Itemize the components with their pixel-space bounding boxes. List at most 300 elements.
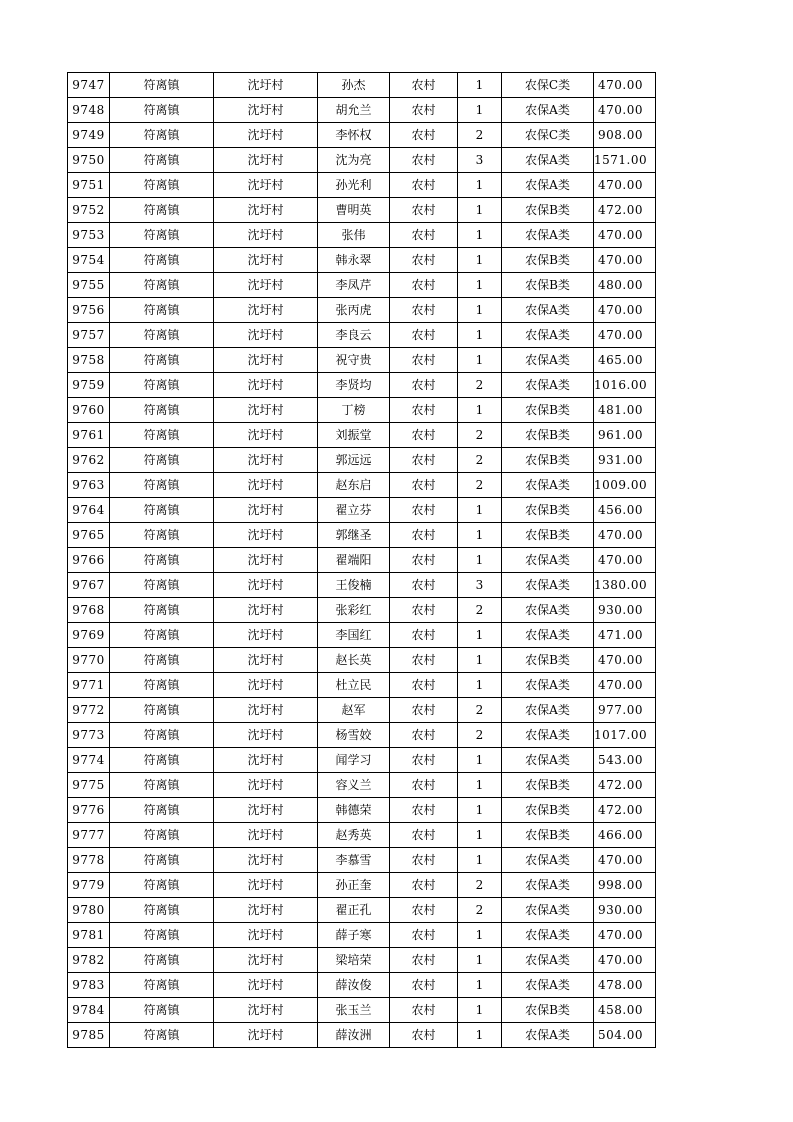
table-row	[68, 1023, 656, 1048]
table-row	[68, 73, 656, 98]
name-cell: 李凤芹	[318, 273, 390, 298]
serial-cell: 9750	[68, 148, 110, 173]
household-type-cell: 农村	[390, 923, 458, 948]
category-cell: 农保A类	[502, 698, 594, 723]
town-cell: 符离镇	[110, 823, 214, 848]
household-type-cell: 农村	[390, 398, 458, 423]
household-type-cell: 农村	[390, 873, 458, 898]
name-cell: 李怀权	[318, 123, 390, 148]
amount-cell: 504.00	[594, 1023, 656, 1048]
amount-cell: 470.00	[594, 323, 656, 348]
table-row	[68, 723, 656, 748]
category-cell: 农保A类	[502, 548, 594, 573]
serial-cell: 9779	[68, 873, 110, 898]
household-type-cell: 农村	[390, 998, 458, 1023]
village-cell: 沈圩村	[214, 798, 318, 823]
amount-cell: 470.00	[594, 248, 656, 273]
family-size-cell: 1	[458, 923, 502, 948]
serial-cell: 9764	[68, 498, 110, 523]
serial-cell: 9747	[68, 73, 110, 98]
serial-cell: 9769	[68, 623, 110, 648]
family-size-cell: 1	[458, 623, 502, 648]
category-cell: 农保C类	[502, 73, 594, 98]
category-cell: 农保A类	[502, 173, 594, 198]
serial-cell: 9784	[68, 998, 110, 1023]
name-cell: 刘振堂	[318, 423, 390, 448]
village-cell: 沈圩村	[214, 323, 318, 348]
village-cell: 沈圩村	[214, 273, 318, 298]
table-row	[68, 423, 656, 448]
household-type-cell: 农村	[390, 723, 458, 748]
serial-cell: 9762	[68, 448, 110, 473]
family-size-cell: 3	[458, 148, 502, 173]
table-row	[68, 773, 656, 798]
household-type-cell: 农村	[390, 523, 458, 548]
table-row	[68, 148, 656, 173]
village-cell: 沈圩村	[214, 823, 318, 848]
category-cell: 农保B类	[502, 798, 594, 823]
name-cell: 李慕雪	[318, 848, 390, 873]
town-cell: 符离镇	[110, 173, 214, 198]
village-cell: 沈圩村	[214, 923, 318, 948]
amount-cell: 470.00	[594, 948, 656, 973]
category-cell: 农保A类	[502, 673, 594, 698]
town-cell: 符离镇	[110, 98, 214, 123]
household-type-cell: 农村	[390, 248, 458, 273]
name-cell: 孙杰	[318, 73, 390, 98]
category-cell: 农保A类	[502, 898, 594, 923]
table-row	[68, 898, 656, 923]
family-size-cell: 2	[458, 898, 502, 923]
table-body	[68, 73, 656, 1048]
village-cell: 沈圩村	[214, 123, 318, 148]
table-row	[68, 348, 656, 373]
village-cell: 沈圩村	[214, 573, 318, 598]
family-size-cell: 1	[458, 798, 502, 823]
household-type-cell: 农村	[390, 973, 458, 998]
serial-cell: 9776	[68, 798, 110, 823]
household-type-cell: 农村	[390, 473, 458, 498]
category-cell: 农保A类	[502, 223, 594, 248]
household-type-cell: 农村	[390, 798, 458, 823]
household-type-cell: 农村	[390, 773, 458, 798]
category-cell: 农保A类	[502, 98, 594, 123]
household-type-cell: 农村	[390, 273, 458, 298]
village-cell: 沈圩村	[214, 898, 318, 923]
name-cell: 张丙虎	[318, 298, 390, 323]
town-cell: 符离镇	[110, 898, 214, 923]
name-cell: 丁榜	[318, 398, 390, 423]
village-cell: 沈圩村	[214, 73, 318, 98]
family-size-cell: 1	[458, 748, 502, 773]
family-size-cell: 2	[458, 373, 502, 398]
name-cell: 翟端阳	[318, 548, 390, 573]
town-cell: 符离镇	[110, 298, 214, 323]
family-size-cell: 1	[458, 273, 502, 298]
family-size-cell: 2	[458, 473, 502, 498]
amount-cell: 471.00	[594, 623, 656, 648]
table-row	[68, 298, 656, 323]
village-cell: 沈圩村	[214, 473, 318, 498]
amount-cell: 977.00	[594, 698, 656, 723]
table-row	[68, 173, 656, 198]
family-size-cell: 1	[458, 548, 502, 573]
name-cell: 薛子寒	[318, 923, 390, 948]
table-row	[68, 398, 656, 423]
town-cell: 符离镇	[110, 998, 214, 1023]
category-cell: 农保B类	[502, 773, 594, 798]
family-size-cell: 2	[458, 698, 502, 723]
name-cell: 薛汝洲	[318, 1023, 390, 1048]
name-cell: 赵秀英	[318, 823, 390, 848]
name-cell: 王俊楠	[318, 573, 390, 598]
village-cell: 沈圩村	[214, 748, 318, 773]
town-cell: 符离镇	[110, 123, 214, 148]
table-row	[68, 373, 656, 398]
village-cell: 沈圩村	[214, 873, 318, 898]
village-cell: 沈圩村	[214, 173, 318, 198]
household-type-cell: 农村	[390, 423, 458, 448]
village-cell: 沈圩村	[214, 548, 318, 573]
village-cell: 沈圩村	[214, 948, 318, 973]
village-cell: 沈圩村	[214, 648, 318, 673]
village-cell: 沈圩村	[214, 423, 318, 448]
village-cell: 沈圩村	[214, 973, 318, 998]
category-cell: 农保B类	[502, 273, 594, 298]
amount-cell: 472.00	[594, 773, 656, 798]
family-size-cell: 1	[458, 73, 502, 98]
category-cell: 农保A类	[502, 748, 594, 773]
amount-cell: 470.00	[594, 548, 656, 573]
family-size-cell: 2	[458, 598, 502, 623]
amount-cell: 470.00	[594, 923, 656, 948]
category-cell: 农保B类	[502, 523, 594, 548]
name-cell: 沈为亮	[318, 148, 390, 173]
town-cell: 符离镇	[110, 273, 214, 298]
category-cell: 农保A类	[502, 348, 594, 373]
name-cell: 赵东启	[318, 473, 390, 498]
town-cell: 符离镇	[110, 148, 214, 173]
household-type-cell: 农村	[390, 848, 458, 873]
table-row	[68, 873, 656, 898]
family-size-cell: 1	[458, 298, 502, 323]
town-cell: 符离镇	[110, 248, 214, 273]
household-type-cell: 农村	[390, 323, 458, 348]
assistance-table	[67, 72, 656, 1048]
town-cell: 符离镇	[110, 73, 214, 98]
amount-cell: 1017.00	[594, 723, 656, 748]
table-row	[68, 623, 656, 648]
amount-cell: 470.00	[594, 648, 656, 673]
category-cell: 农保A类	[502, 1023, 594, 1048]
name-cell: 李贤均	[318, 373, 390, 398]
amount-cell: 998.00	[594, 873, 656, 898]
amount-cell: 930.00	[594, 898, 656, 923]
serial-cell: 9759	[68, 373, 110, 398]
town-cell: 符离镇	[110, 673, 214, 698]
name-cell: 郭远远	[318, 448, 390, 473]
name-cell: 胡允兰	[318, 98, 390, 123]
town-cell: 符离镇	[110, 723, 214, 748]
table-row	[68, 573, 656, 598]
serial-cell: 9780	[68, 898, 110, 923]
table-row	[68, 698, 656, 723]
family-size-cell: 1	[458, 973, 502, 998]
household-type-cell: 农村	[390, 1023, 458, 1048]
family-size-cell: 2	[458, 448, 502, 473]
category-cell: 农保B类	[502, 248, 594, 273]
family-size-cell: 2	[458, 723, 502, 748]
family-size-cell: 1	[458, 248, 502, 273]
serial-cell: 9761	[68, 423, 110, 448]
family-size-cell: 1	[458, 948, 502, 973]
category-cell: 农保A类	[502, 298, 594, 323]
amount-cell: 466.00	[594, 823, 656, 848]
category-cell: 农保B类	[502, 648, 594, 673]
category-cell: 农保A类	[502, 948, 594, 973]
name-cell: 张伟	[318, 223, 390, 248]
town-cell: 符离镇	[110, 598, 214, 623]
name-cell: 赵军	[318, 698, 390, 723]
name-cell: 翟立芬	[318, 498, 390, 523]
serial-cell: 9770	[68, 648, 110, 673]
serial-cell: 9753	[68, 223, 110, 248]
household-type-cell: 农村	[390, 648, 458, 673]
amount-cell: 961.00	[594, 423, 656, 448]
village-cell: 沈圩村	[214, 998, 318, 1023]
serial-cell: 9751	[68, 173, 110, 198]
family-size-cell: 1	[458, 498, 502, 523]
name-cell: 曹明英	[318, 198, 390, 223]
category-cell: 农保A类	[502, 598, 594, 623]
table-row	[68, 248, 656, 273]
household-type-cell: 农村	[390, 373, 458, 398]
category-cell: 农保B类	[502, 498, 594, 523]
category-cell: 农保A类	[502, 848, 594, 873]
serial-cell: 9777	[68, 823, 110, 848]
household-type-cell: 农村	[390, 598, 458, 623]
household-type-cell: 农村	[390, 123, 458, 148]
amount-cell: 1380.00	[594, 573, 656, 598]
town-cell: 符离镇	[110, 948, 214, 973]
name-cell: 赵长英	[318, 648, 390, 673]
household-type-cell: 农村	[390, 98, 458, 123]
name-cell: 梁培荣	[318, 948, 390, 973]
village-cell: 沈圩村	[214, 398, 318, 423]
town-cell: 符离镇	[110, 873, 214, 898]
family-size-cell: 1	[458, 673, 502, 698]
amount-cell: 481.00	[594, 398, 656, 423]
town-cell: 符离镇	[110, 348, 214, 373]
category-cell: 农保A类	[502, 923, 594, 948]
category-cell: 农保A类	[502, 723, 594, 748]
amount-cell: 470.00	[594, 98, 656, 123]
amount-cell: 458.00	[594, 998, 656, 1023]
household-type-cell: 农村	[390, 148, 458, 173]
name-cell: 孙光利	[318, 173, 390, 198]
category-cell: 农保C类	[502, 123, 594, 148]
town-cell: 符离镇	[110, 398, 214, 423]
village-cell: 沈圩村	[214, 198, 318, 223]
name-cell: 张彩红	[318, 598, 390, 623]
amount-cell: 480.00	[594, 273, 656, 298]
table-row	[68, 123, 656, 148]
serial-cell: 9752	[68, 198, 110, 223]
category-cell: 农保A类	[502, 873, 594, 898]
amount-cell: 470.00	[594, 848, 656, 873]
family-size-cell: 1	[458, 998, 502, 1023]
town-cell: 符离镇	[110, 573, 214, 598]
serial-cell: 9772	[68, 698, 110, 723]
town-cell: 符离镇	[110, 973, 214, 998]
serial-cell: 9760	[68, 398, 110, 423]
town-cell: 符离镇	[110, 373, 214, 398]
household-type-cell: 农村	[390, 898, 458, 923]
amount-cell: 465.00	[594, 348, 656, 373]
village-cell: 沈圩村	[214, 623, 318, 648]
household-type-cell: 农村	[390, 948, 458, 973]
family-size-cell: 1	[458, 98, 502, 123]
category-cell: 农保A类	[502, 573, 594, 598]
name-cell: 杨雪姣	[318, 723, 390, 748]
town-cell: 符离镇	[110, 198, 214, 223]
table-row	[68, 748, 656, 773]
table-row	[68, 648, 656, 673]
serial-cell: 9763	[68, 473, 110, 498]
serial-cell: 9756	[68, 298, 110, 323]
amount-cell: 456.00	[594, 498, 656, 523]
category-cell: 农保B类	[502, 398, 594, 423]
name-cell: 闻学习	[318, 748, 390, 773]
table-row	[68, 223, 656, 248]
household-type-cell: 农村	[390, 573, 458, 598]
village-cell: 沈圩村	[214, 223, 318, 248]
category-cell: 农保B类	[502, 823, 594, 848]
amount-cell: 478.00	[594, 973, 656, 998]
serial-cell: 9765	[68, 523, 110, 548]
serial-cell: 9771	[68, 673, 110, 698]
family-size-cell: 2	[458, 873, 502, 898]
family-size-cell: 1	[458, 773, 502, 798]
serial-cell: 9778	[68, 848, 110, 873]
town-cell: 符离镇	[110, 498, 214, 523]
village-cell: 沈圩村	[214, 148, 318, 173]
serial-cell: 9768	[68, 598, 110, 623]
amount-cell: 908.00	[594, 123, 656, 148]
name-cell: 韩德荣	[318, 798, 390, 823]
table-row	[68, 198, 656, 223]
household-type-cell: 农村	[390, 498, 458, 523]
category-cell: 农保B类	[502, 998, 594, 1023]
village-cell: 沈圩村	[214, 348, 318, 373]
name-cell: 翟正孔	[318, 898, 390, 923]
name-cell: 容义兰	[318, 773, 390, 798]
category-cell: 农保B类	[502, 423, 594, 448]
amount-cell: 472.00	[594, 198, 656, 223]
household-type-cell: 农村	[390, 548, 458, 573]
amount-cell: 1009.00	[594, 473, 656, 498]
category-cell: 农保A类	[502, 373, 594, 398]
town-cell: 符离镇	[110, 323, 214, 348]
serial-cell: 9766	[68, 548, 110, 573]
category-cell: 农保A类	[502, 323, 594, 348]
family-size-cell: 1	[458, 323, 502, 348]
family-size-cell: 1	[458, 173, 502, 198]
village-cell: 沈圩村	[214, 248, 318, 273]
serial-cell: 9757	[68, 323, 110, 348]
category-cell: 农保B类	[502, 198, 594, 223]
amount-cell: 543.00	[594, 748, 656, 773]
amount-cell: 470.00	[594, 223, 656, 248]
serial-cell: 9775	[68, 773, 110, 798]
village-cell: 沈圩村	[214, 373, 318, 398]
village-cell: 沈圩村	[214, 848, 318, 873]
table-row	[68, 273, 656, 298]
village-cell: 沈圩村	[214, 698, 318, 723]
table-row	[68, 548, 656, 573]
name-cell: 郭继圣	[318, 523, 390, 548]
table-row	[68, 798, 656, 823]
family-size-cell: 1	[458, 523, 502, 548]
household-type-cell: 农村	[390, 623, 458, 648]
amount-cell: 470.00	[594, 73, 656, 98]
town-cell: 符离镇	[110, 523, 214, 548]
town-cell: 符离镇	[110, 848, 214, 873]
name-cell: 李良云	[318, 323, 390, 348]
serial-cell: 9754	[68, 248, 110, 273]
amount-cell: 1016.00	[594, 373, 656, 398]
village-cell: 沈圩村	[214, 1023, 318, 1048]
household-type-cell: 农村	[390, 298, 458, 323]
category-cell: 农保A类	[502, 973, 594, 998]
village-cell: 沈圩村	[214, 448, 318, 473]
household-type-cell: 农村	[390, 348, 458, 373]
table-row	[68, 323, 656, 348]
household-type-cell: 农村	[390, 673, 458, 698]
amount-cell: 931.00	[594, 448, 656, 473]
family-size-cell: 2	[458, 423, 502, 448]
category-cell: 农保A类	[502, 473, 594, 498]
table-row	[68, 673, 656, 698]
family-size-cell: 1	[458, 848, 502, 873]
serial-cell: 9755	[68, 273, 110, 298]
serial-cell: 9774	[68, 748, 110, 773]
name-cell: 祝守贵	[318, 348, 390, 373]
family-size-cell: 3	[458, 573, 502, 598]
table-row	[68, 473, 656, 498]
family-size-cell: 1	[458, 348, 502, 373]
family-size-cell: 1	[458, 1023, 502, 1048]
town-cell: 符离镇	[110, 448, 214, 473]
name-cell: 张玉兰	[318, 998, 390, 1023]
family-size-cell: 1	[458, 198, 502, 223]
table-row	[68, 948, 656, 973]
household-type-cell: 农村	[390, 748, 458, 773]
town-cell: 符离镇	[110, 473, 214, 498]
town-cell: 符离镇	[110, 223, 214, 248]
household-type-cell: 农村	[390, 173, 458, 198]
family-size-cell: 1	[458, 223, 502, 248]
family-size-cell: 2	[458, 123, 502, 148]
serial-cell: 9785	[68, 1023, 110, 1048]
village-cell: 沈圩村	[214, 498, 318, 523]
name-cell: 薛汝俊	[318, 973, 390, 998]
town-cell: 符离镇	[110, 923, 214, 948]
table-row	[68, 848, 656, 873]
town-cell: 符离镇	[110, 623, 214, 648]
table-row	[68, 523, 656, 548]
table-row	[68, 598, 656, 623]
